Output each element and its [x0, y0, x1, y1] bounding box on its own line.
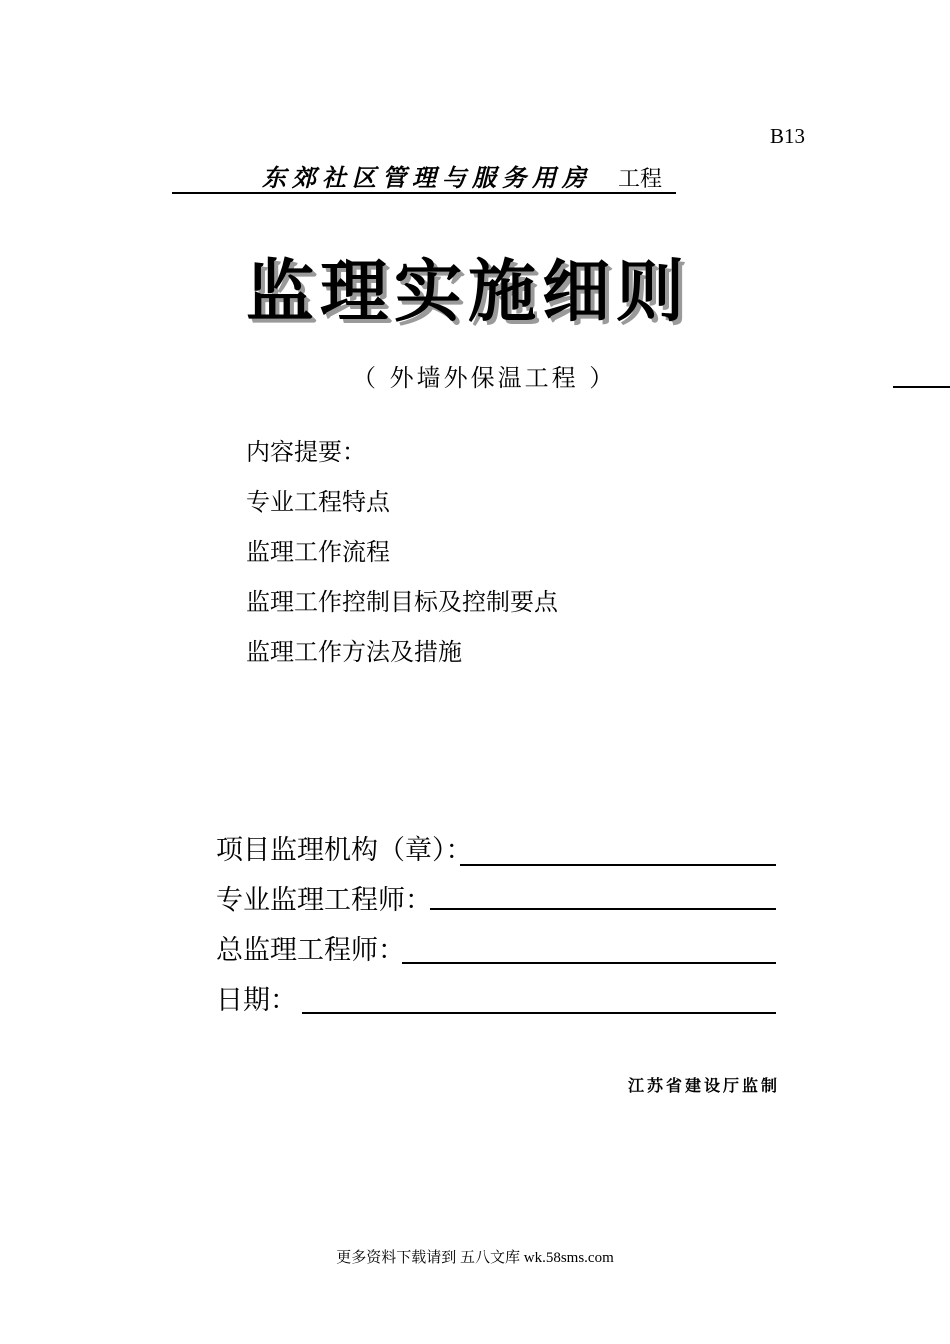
signature-label-date: 日期：: [216, 985, 297, 1016]
document-subtitle: （ 外墙外保温工程 ）: [352, 364, 617, 392]
project-name: 东郊社区管理与服务用房: [262, 164, 592, 192]
signature-label-specialist: 专业监理工程师：: [216, 885, 432, 916]
signature-label-chief: 总监理工程师：: [216, 935, 405, 966]
footer-link[interactable]: 更多资料下载请到 五八文库 wk.58sms.com: [336, 1250, 614, 1266]
signature-label-agency: 项目监理机构（章）：: [216, 835, 473, 866]
project-line: [262, 158, 662, 193]
signature-field-specialist[interactable]: [430, 908, 776, 910]
contents-heading: 内容提要：: [246, 438, 366, 466]
signature-field-agency[interactable]: [460, 864, 776, 866]
form-code: B13: [770, 124, 806, 148]
contents-item: 监理工作方法及措施: [246, 638, 462, 666]
issuer-note: 江苏省建设厅监制: [628, 1076, 781, 1095]
contents-item: 专业工程特点: [246, 488, 390, 516]
signature-field-date[interactable]: [302, 1012, 776, 1014]
document-title: 监理实施细则: [246, 253, 691, 332]
signature-field-chief[interactable]: [402, 962, 776, 964]
project-underline: [172, 192, 676, 194]
contents-item: 监理工作控制目标及控制要点: [246, 588, 558, 616]
margin-rule: [893, 386, 950, 388]
project-suffix: 工程: [618, 167, 663, 192]
contents-item: 监理工作流程: [246, 538, 390, 566]
